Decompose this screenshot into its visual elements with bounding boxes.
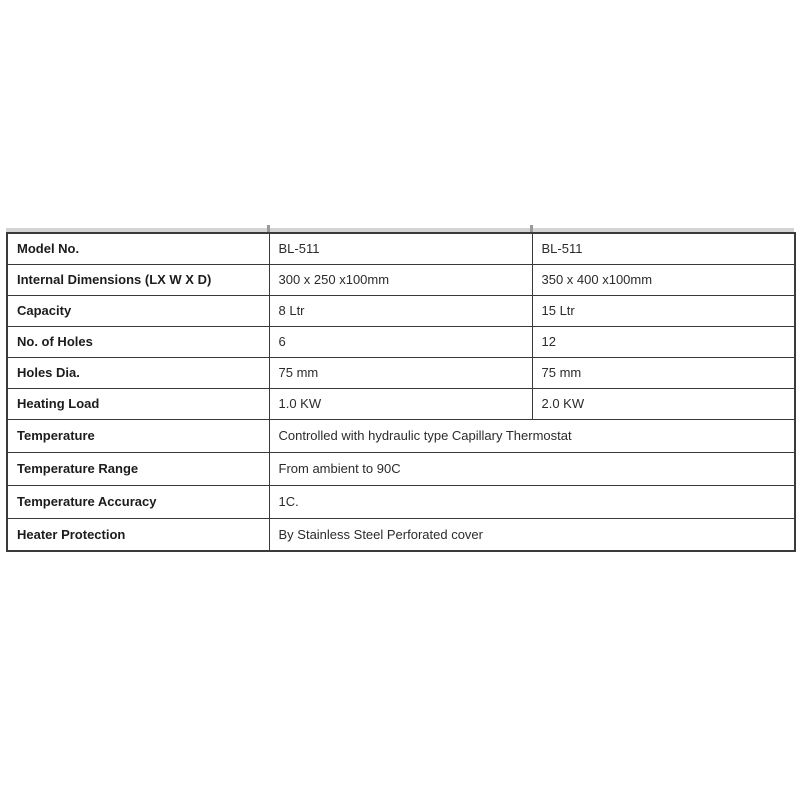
- spec-value-col2: 350 x 400 x100mm: [532, 264, 795, 295]
- spec-value-col1: 300 x 250 x100mm: [269, 264, 532, 295]
- spec-label: Holes Dia.: [7, 357, 269, 388]
- table-row: [7, 233, 795, 264]
- spec-value-col1: 6: [269, 326, 532, 357]
- spec-value-col2: 75 mm: [532, 357, 795, 388]
- spec-value-col1: 1.0 KW: [269, 388, 532, 419]
- table-row: [7, 295, 795, 326]
- spec-label: Internal Dimensions (LX W X D): [7, 264, 269, 295]
- spec-label: Model No.: [7, 233, 269, 264]
- spec-label: Heating Load: [7, 388, 269, 419]
- spec-value-col1: BL-511: [269, 233, 532, 264]
- spec-value-span: By Stainless Steel Perforated cover: [269, 518, 795, 551]
- spec-table-container: [6, 228, 794, 552]
- strip-column-stub: [530, 225, 533, 232]
- spec-label: No. of Holes: [7, 326, 269, 357]
- spec-table: [6, 232, 796, 552]
- spec-value-col2: 12: [532, 326, 795, 357]
- table-row: [7, 419, 795, 452]
- spec-value-span: Controlled with hydraulic type Capillary Thermostat: [269, 419, 795, 452]
- strip-column-stub: [267, 225, 270, 232]
- spec-value-col2: 15 Ltr: [532, 295, 795, 326]
- table-row: [7, 485, 795, 518]
- spec-value-col2: 2.0 KW: [532, 388, 795, 419]
- spec-label: Temperature: [7, 419, 269, 452]
- spec-label: Temperature Accuracy: [7, 485, 269, 518]
- spec-label: Temperature Range: [7, 452, 269, 485]
- spec-value-col2: BL-511: [532, 233, 795, 264]
- spec-value-span: 1C.: [269, 485, 795, 518]
- table-row: [7, 264, 795, 295]
- spec-value-col1: 75 mm: [269, 357, 532, 388]
- table-row: [7, 452, 795, 485]
- table-row: [7, 518, 795, 551]
- spec-label: Heater Protection: [7, 518, 269, 551]
- spec-value-span: From ambient to 90C: [269, 452, 795, 485]
- table-row: [7, 326, 795, 357]
- table-row: [7, 388, 795, 419]
- spec-label: Capacity: [7, 295, 269, 326]
- table-row: [7, 357, 795, 388]
- spec-value-col1: 8 Ltr: [269, 295, 532, 326]
- table-top-strip: [6, 228, 794, 232]
